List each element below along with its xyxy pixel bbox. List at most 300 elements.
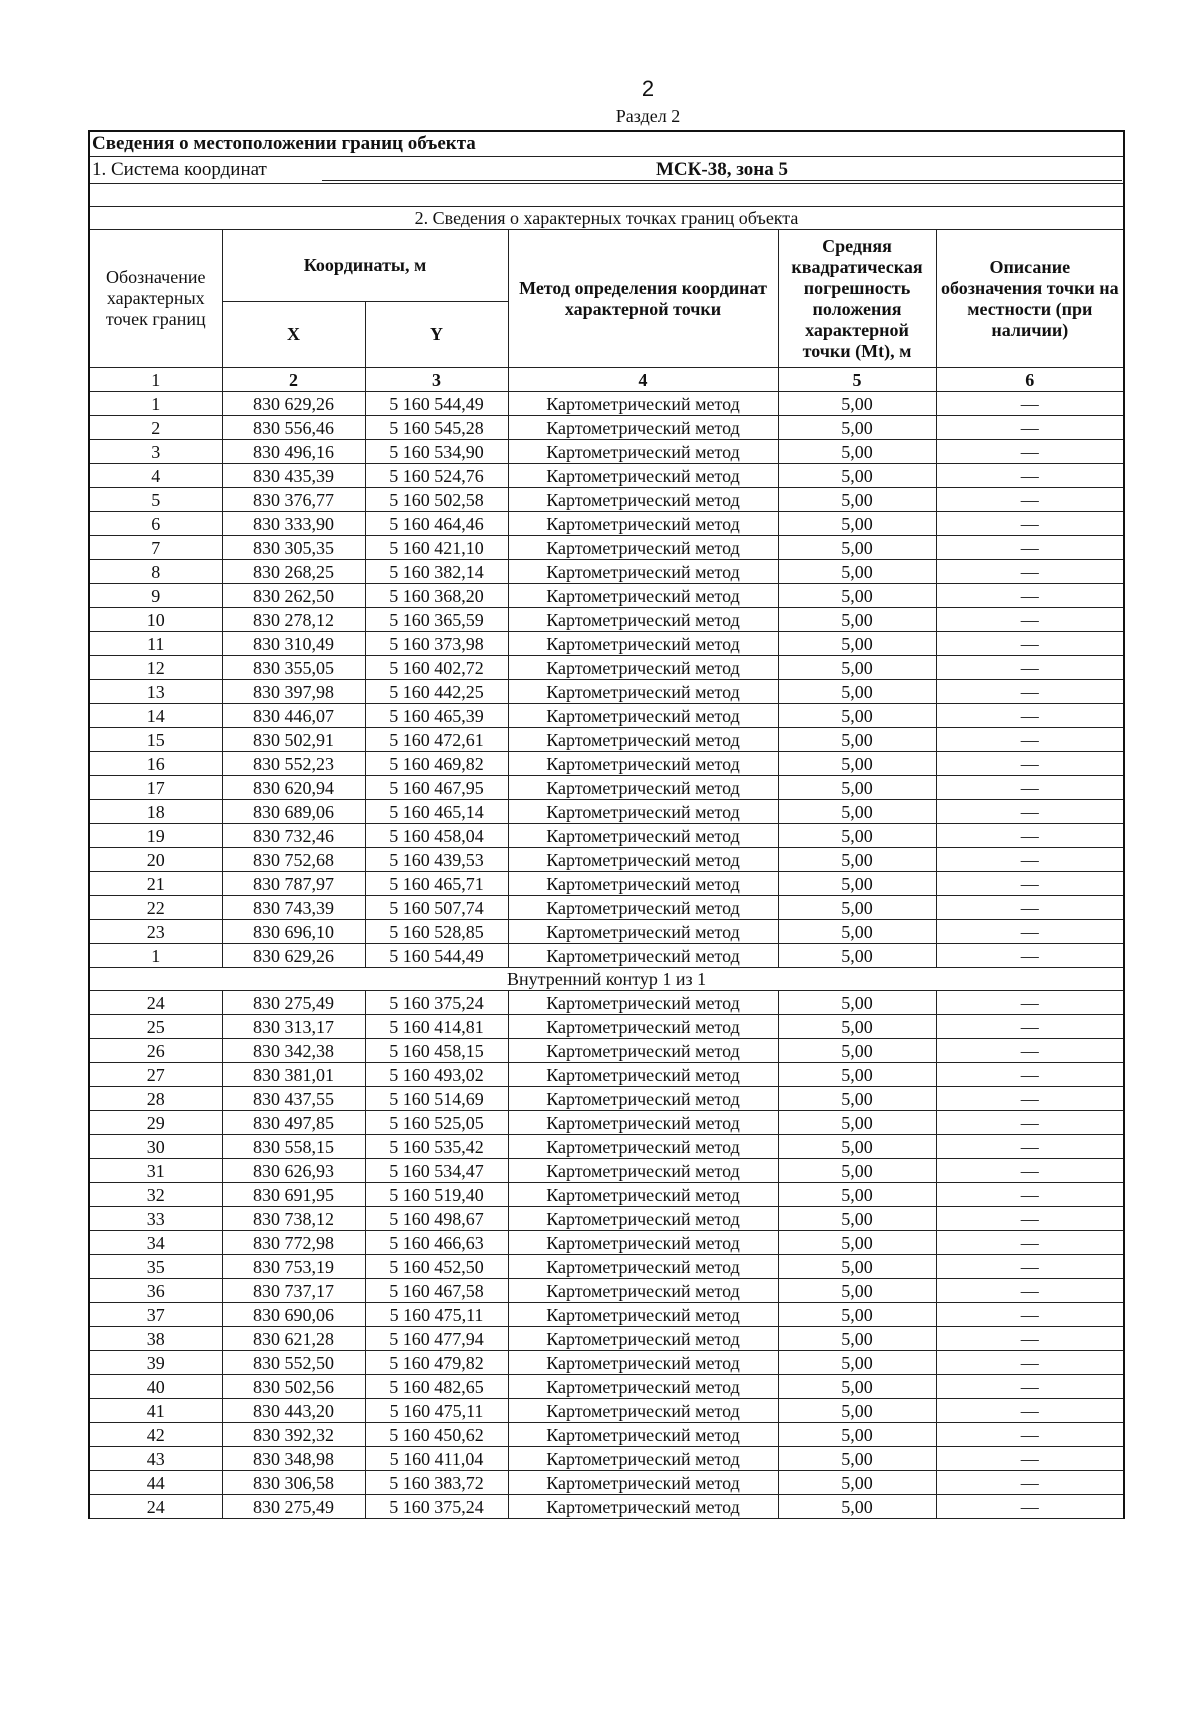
table-row [89, 1279, 1124, 1303]
method: Картометрический метод [508, 1399, 778, 1423]
point-number: 1 [89, 392, 222, 416]
mean-error: 5,00 [778, 440, 936, 464]
table-row [89, 1471, 1124, 1495]
mean-error: 5,00 [778, 680, 936, 704]
coord-y: 5 160 458,04 [365, 824, 508, 848]
point-number: 2 [89, 416, 222, 440]
coord-y: 5 160 472,61 [365, 728, 508, 752]
table-row [89, 488, 1124, 512]
method: Картометрический метод [508, 1423, 778, 1447]
point-number: 18 [89, 800, 222, 824]
mean-error: 5,00 [778, 1159, 936, 1183]
table-row [89, 416, 1124, 440]
point-number: 38 [89, 1327, 222, 1351]
coord-y: 5 160 534,47 [365, 1159, 508, 1183]
coord-x: 830 381,01 [222, 1063, 365, 1087]
point-number: 27 [89, 1063, 222, 1087]
description: — [936, 464, 1124, 488]
coord-y: 5 160 524,76 [365, 464, 508, 488]
mean-error: 5,00 [778, 1423, 936, 1447]
description: — [936, 1495, 1124, 1519]
table-row [89, 1111, 1124, 1135]
description: — [936, 536, 1124, 560]
mean-error: 5,00 [778, 488, 936, 512]
coord-y: 5 160 544,49 [365, 944, 508, 968]
coord-y: 5 160 514,69 [365, 1087, 508, 1111]
method: Картометрический метод [508, 752, 778, 776]
point-number: 42 [89, 1423, 222, 1447]
point-number: 28 [89, 1087, 222, 1111]
mean-error: 5,00 [778, 728, 936, 752]
point-number: 16 [89, 752, 222, 776]
description: — [936, 440, 1124, 464]
header-method: Метод определения координат характерной точки [508, 230, 778, 368]
method: Картометрический метод [508, 848, 778, 872]
point-number: 33 [89, 1207, 222, 1231]
mean-error: 5,00 [778, 1471, 936, 1495]
table-row [89, 680, 1124, 704]
coord-x: 830 435,39 [222, 464, 365, 488]
column-number: 2 [222, 368, 365, 392]
method: Картометрический метод [508, 1207, 778, 1231]
mean-error: 5,00 [778, 1135, 936, 1159]
mean-error: 5,00 [778, 656, 936, 680]
point-number: 11 [89, 632, 222, 656]
mean-error: 5,00 [778, 848, 936, 872]
description: — [936, 1447, 1124, 1471]
point-number: 44 [89, 1471, 222, 1495]
point-number: 23 [89, 920, 222, 944]
mean-error: 5,00 [778, 1111, 936, 1135]
coord-y: 5 160 402,72 [365, 656, 508, 680]
mean-error: 5,00 [778, 1327, 936, 1351]
table-row [89, 632, 1124, 656]
coord-y: 5 160 464,46 [365, 512, 508, 536]
coord-x: 830 348,98 [222, 1447, 365, 1471]
description: — [936, 1039, 1124, 1063]
coord-x: 830 737,17 [222, 1279, 365, 1303]
table-row [89, 728, 1124, 752]
point-number: 20 [89, 848, 222, 872]
table-row [89, 1087, 1124, 1111]
point-number: 9 [89, 584, 222, 608]
description: — [936, 1327, 1124, 1351]
coord-y: 5 160 452,50 [365, 1255, 508, 1279]
header-y: Y [365, 302, 508, 368]
table-row [89, 800, 1124, 824]
description: — [936, 1231, 1124, 1255]
table-row [89, 752, 1124, 776]
description: — [936, 1159, 1124, 1183]
method: Картометрический метод [508, 1375, 778, 1399]
method: Картометрический метод [508, 440, 778, 464]
method: Картометрический метод [508, 800, 778, 824]
coord-x: 830 497,85 [222, 1111, 365, 1135]
coord-system-row [89, 157, 1124, 184]
mean-error: 5,00 [778, 704, 936, 728]
mean-error: 5,00 [778, 1255, 936, 1279]
mean-error: 5,00 [778, 1279, 936, 1303]
table-row [89, 1375, 1124, 1399]
point-number: 30 [89, 1135, 222, 1159]
coord-x: 830 305,35 [222, 536, 365, 560]
point-number: 24 [89, 991, 222, 1015]
coord-x: 830 772,98 [222, 1231, 365, 1255]
method: Картометрический метод [508, 1063, 778, 1087]
coord-y: 5 160 411,04 [365, 1447, 508, 1471]
table-row [89, 1183, 1124, 1207]
point-number: 41 [89, 1399, 222, 1423]
column-numbers-row [89, 368, 1124, 392]
description: — [936, 704, 1124, 728]
coord-y: 5 160 534,90 [365, 440, 508, 464]
table-row [89, 512, 1124, 536]
point-number: 31 [89, 1159, 222, 1183]
header-row-1 [89, 230, 1124, 302]
coord-y: 5 160 469,82 [365, 752, 508, 776]
method: Картометрический метод [508, 1159, 778, 1183]
point-number: 17 [89, 776, 222, 800]
mean-error: 5,00 [778, 512, 936, 536]
table-row [89, 872, 1124, 896]
mean-error: 5,00 [778, 584, 936, 608]
mean-error: 5,00 [778, 944, 936, 968]
description: — [936, 1063, 1124, 1087]
mean-error: 5,00 [778, 1087, 936, 1111]
description: — [936, 728, 1124, 752]
coord-y: 5 160 477,94 [365, 1327, 508, 1351]
point-number: 13 [89, 680, 222, 704]
coord-x: 830 691,95 [222, 1183, 365, 1207]
coord-x: 830 629,26 [222, 944, 365, 968]
method: Картометрический метод [508, 632, 778, 656]
description: — [936, 944, 1124, 968]
coord-system-label: 1. Система координат [92, 159, 267, 180]
description: — [936, 560, 1124, 584]
method: Картометрический метод [508, 488, 778, 512]
coord-x: 830 275,49 [222, 1495, 365, 1519]
document-title: Сведения о местоположении границ объекта [89, 131, 1124, 157]
column-number: 5 [778, 368, 936, 392]
coord-y: 5 160 465,71 [365, 872, 508, 896]
table-row [89, 1423, 1124, 1447]
mean-error: 5,00 [778, 632, 936, 656]
coord-y: 5 160 467,95 [365, 776, 508, 800]
coord-y: 5 160 528,85 [365, 920, 508, 944]
coord-y: 5 160 466,63 [365, 1231, 508, 1255]
method: Картометрический метод [508, 392, 778, 416]
coord-x: 830 313,17 [222, 1015, 365, 1039]
point-number: 26 [89, 1039, 222, 1063]
description: — [936, 656, 1124, 680]
method: Картометрический метод [508, 991, 778, 1015]
table-row [89, 776, 1124, 800]
description: — [936, 584, 1124, 608]
spacer-cell [89, 184, 1124, 207]
method: Картометрический метод [508, 1471, 778, 1495]
mean-error: 5,00 [778, 872, 936, 896]
mean-error: 5,00 [778, 920, 936, 944]
method: Картометрический метод [508, 920, 778, 944]
method: Картометрический метод [508, 1255, 778, 1279]
mean-error: 5,00 [778, 752, 936, 776]
table-row [89, 1135, 1124, 1159]
description: — [936, 1399, 1124, 1423]
method: Картометрический метод [508, 1087, 778, 1111]
mean-error: 5,00 [778, 800, 936, 824]
mean-error: 5,00 [778, 1303, 936, 1327]
mean-error: 5,00 [778, 896, 936, 920]
method: Картометрический метод [508, 680, 778, 704]
coord-y: 5 160 479,82 [365, 1351, 508, 1375]
coord-system-value: МСК-38, зона 5 [322, 160, 1122, 181]
point-number: 7 [89, 536, 222, 560]
coord-y: 5 160 493,02 [365, 1063, 508, 1087]
mean-error: 5,00 [778, 1207, 936, 1231]
description: — [936, 1087, 1124, 1111]
mean-error: 5,00 [778, 1447, 936, 1471]
coord-x: 830 620,94 [222, 776, 365, 800]
mean-error: 5,00 [778, 1375, 936, 1399]
coord-x: 830 310,49 [222, 632, 365, 656]
coord-x: 830 376,77 [222, 488, 365, 512]
table-row [89, 1231, 1124, 1255]
table-row [89, 1303, 1124, 1327]
coord-x: 830 552,23 [222, 752, 365, 776]
method: Картометрический метод [508, 824, 778, 848]
point-number: 8 [89, 560, 222, 584]
header-error: Средняя квадратическая погрешность положения характерной точки (Mt), м [778, 230, 936, 368]
description: — [936, 1135, 1124, 1159]
point-number: 10 [89, 608, 222, 632]
point-number: 22 [89, 896, 222, 920]
coord-y: 5 160 544,49 [365, 392, 508, 416]
table-row [89, 1255, 1124, 1279]
coord-y: 5 160 475,11 [365, 1303, 508, 1327]
description: — [936, 752, 1124, 776]
inner-contour-row [89, 968, 1124, 991]
table-row [89, 440, 1124, 464]
page-number: 2 [641, 76, 655, 101]
description: — [936, 1111, 1124, 1135]
coord-x: 830 437,55 [222, 1087, 365, 1111]
table-row [89, 1447, 1124, 1471]
table-row [89, 1207, 1124, 1231]
description: — [936, 1351, 1124, 1375]
description: — [936, 1423, 1124, 1447]
table-row [89, 1039, 1124, 1063]
point-number: 1 [89, 944, 222, 968]
column-number: 1 [89, 368, 222, 392]
point-number: 4 [89, 464, 222, 488]
method: Картометрический метод [508, 1327, 778, 1351]
coord-x: 830 689,06 [222, 800, 365, 824]
table-row [89, 1495, 1124, 1519]
mean-error: 5,00 [778, 991, 936, 1015]
mean-error: 5,00 [778, 1495, 936, 1519]
method: Картометрический метод [508, 1303, 778, 1327]
mean-error: 5,00 [778, 1399, 936, 1423]
table-row [89, 536, 1124, 560]
coord-y: 5 160 382,14 [365, 560, 508, 584]
mean-error: 5,00 [778, 1231, 936, 1255]
description: — [936, 632, 1124, 656]
coord-x: 830 738,12 [222, 1207, 365, 1231]
mean-error: 5,00 [778, 536, 936, 560]
point-number: 37 [89, 1303, 222, 1327]
coord-x: 830 626,93 [222, 1159, 365, 1183]
point-number: 35 [89, 1255, 222, 1279]
point-number: 25 [89, 1015, 222, 1039]
subsection-title: 2. Сведения о характерных точках границ объекта [89, 207, 1124, 230]
coord-y: 5 160 465,14 [365, 800, 508, 824]
table-row [89, 848, 1124, 872]
column-number: 3 [365, 368, 508, 392]
description: — [936, 824, 1124, 848]
table-row [89, 560, 1124, 584]
coord-y: 5 160 482,65 [365, 1375, 508, 1399]
method: Картометрический метод [508, 704, 778, 728]
table-row [89, 584, 1124, 608]
coord-y: 5 160 383,72 [365, 1471, 508, 1495]
coord-x: 830 443,20 [222, 1399, 365, 1423]
coord-y: 5 160 375,24 [365, 991, 508, 1015]
description: — [936, 1207, 1124, 1231]
method: Картометрический метод [508, 1231, 778, 1255]
coord-x: 830 558,15 [222, 1135, 365, 1159]
coord-x: 830 629,26 [222, 392, 365, 416]
point-number: 32 [89, 1183, 222, 1207]
method: Картометрический метод [508, 1015, 778, 1039]
method: Картометрический метод [508, 872, 778, 896]
table-row [89, 1159, 1124, 1183]
coord-x: 830 275,49 [222, 991, 365, 1015]
point-number: 36 [89, 1279, 222, 1303]
description: — [936, 416, 1124, 440]
description: — [936, 1375, 1124, 1399]
method: Картометрический метод [508, 1039, 778, 1063]
table-row [89, 920, 1124, 944]
method: Картометрический метод [508, 512, 778, 536]
coord-x: 830 333,90 [222, 512, 365, 536]
header-x: X [222, 302, 365, 368]
method: Картометрический метод [508, 560, 778, 584]
coord-x: 830 696,10 [222, 920, 365, 944]
description: — [936, 512, 1124, 536]
mean-error: 5,00 [778, 1039, 936, 1063]
table-row [89, 896, 1124, 920]
table-row [89, 392, 1124, 416]
method: Картометрический метод [508, 1183, 778, 1207]
method: Картометрический метод [508, 656, 778, 680]
coord-y: 5 160 439,53 [365, 848, 508, 872]
description: — [936, 392, 1124, 416]
subsection-row [89, 207, 1124, 230]
mean-error: 5,00 [778, 608, 936, 632]
coord-y: 5 160 365,59 [365, 608, 508, 632]
description: — [936, 1255, 1124, 1279]
method: Картометрический метод [508, 944, 778, 968]
inner-contour-label: Внутренний контур 1 из 1 [89, 968, 1124, 991]
coord-x: 830 502,56 [222, 1375, 365, 1399]
coord-x: 830 732,46 [222, 824, 365, 848]
method: Картометрический метод [508, 416, 778, 440]
header-designation: Обозначение характерных точек границ [89, 230, 222, 368]
point-number: 15 [89, 728, 222, 752]
point-number: 21 [89, 872, 222, 896]
coord-y: 5 160 502,58 [365, 488, 508, 512]
coord-y: 5 160 368,20 [365, 584, 508, 608]
coord-x: 830 690,06 [222, 1303, 365, 1327]
description: — [936, 1279, 1124, 1303]
mean-error: 5,00 [778, 1351, 936, 1375]
title-row [89, 131, 1124, 157]
table-row [89, 464, 1124, 488]
description: — [936, 680, 1124, 704]
mean-error: 5,00 [778, 392, 936, 416]
method: Картометрический метод [508, 584, 778, 608]
method: Картометрический метод [508, 464, 778, 488]
table-row [89, 608, 1124, 632]
coord-x: 830 268,25 [222, 560, 365, 584]
method: Картометрический метод [508, 1351, 778, 1375]
method: Картометрический метод [508, 1279, 778, 1303]
coord-y: 5 160 535,42 [365, 1135, 508, 1159]
coord-y: 5 160 525,05 [365, 1111, 508, 1135]
coord-x: 830 556,46 [222, 416, 365, 440]
coord-system-cell [89, 157, 1124, 184]
coord-x: 830 621,28 [222, 1327, 365, 1351]
mean-error: 5,00 [778, 776, 936, 800]
table-row [89, 1351, 1124, 1375]
coord-x: 830 306,58 [222, 1471, 365, 1495]
description: — [936, 488, 1124, 512]
column-number: 6 [936, 368, 1124, 392]
table-row [89, 1327, 1124, 1351]
mean-error: 5,00 [778, 824, 936, 848]
table-row [89, 704, 1124, 728]
coord-y: 5 160 373,98 [365, 632, 508, 656]
description: — [936, 991, 1124, 1015]
description: — [936, 608, 1124, 632]
description: — [936, 800, 1124, 824]
method: Картометрический метод [508, 1111, 778, 1135]
point-number: 5 [89, 488, 222, 512]
table-row [89, 656, 1124, 680]
coord-y: 5 160 507,74 [365, 896, 508, 920]
coord-x: 830 392,32 [222, 1423, 365, 1447]
coord-x: 830 342,38 [222, 1039, 365, 1063]
column-number: 4 [508, 368, 778, 392]
coord-y: 5 160 545,28 [365, 416, 508, 440]
table-row [89, 991, 1124, 1015]
table-row [89, 1399, 1124, 1423]
point-number: 3 [89, 440, 222, 464]
coord-x: 830 446,07 [222, 704, 365, 728]
coord-x: 830 753,19 [222, 1255, 365, 1279]
coord-x: 830 262,50 [222, 584, 365, 608]
coord-x: 830 552,50 [222, 1351, 365, 1375]
description: — [936, 872, 1124, 896]
coord-x: 830 743,39 [222, 896, 365, 920]
mean-error: 5,00 [778, 1183, 936, 1207]
spacer-row [89, 184, 1124, 207]
description: — [936, 1183, 1124, 1207]
method: Картометрический метод [508, 1135, 778, 1159]
point-number: 6 [89, 512, 222, 536]
description: — [936, 920, 1124, 944]
mean-error: 5,00 [778, 464, 936, 488]
